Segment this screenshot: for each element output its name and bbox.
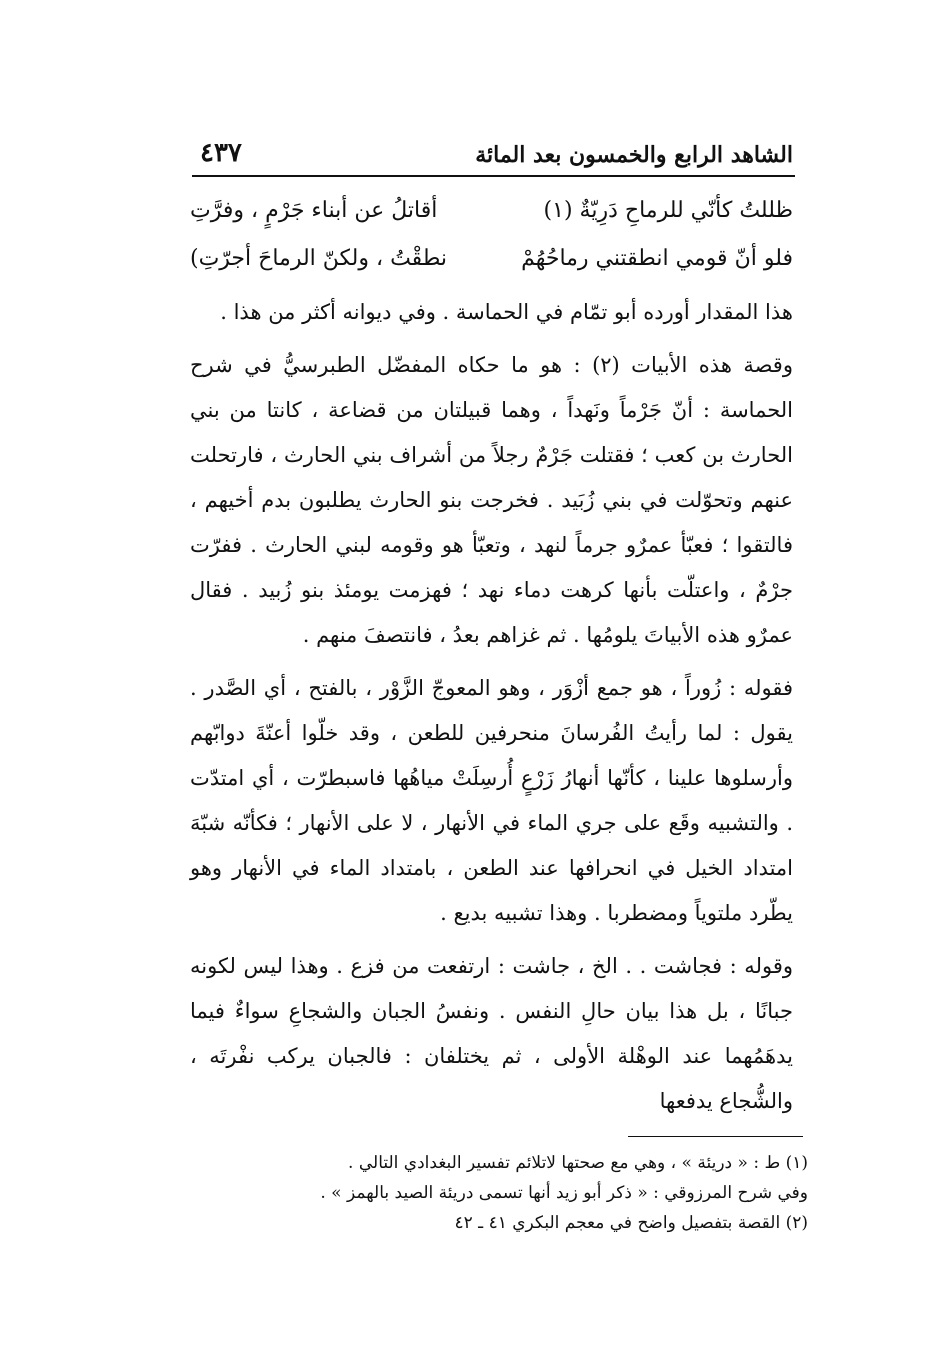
paragraph: هذا المقدار أورده أبو تمّام في الحماسة . وفي ديوانه أكثر من هذا .	[220, 300, 793, 324]
verse-line	[190, 234, 793, 282]
footnote-line: (١) ط : « دريئة » ، وهي مع صحتها لاتلائم تفسير البغدادي التالي .	[348, 1153, 808, 1173]
second-hemistich: نطقْتُ ، ولكنّ الرماحَ أجرّتِ)	[190, 245, 447, 271]
page-header	[200, 128, 793, 168]
footnote-line: (٢) القصة بتفصيل واضح في معجم البكري ٤١ ـ ٤٢	[454, 1213, 808, 1233]
verse-line	[190, 186, 793, 234]
header-divider	[192, 175, 795, 177]
commentary-text	[190, 290, 793, 1132]
first-hemistich: فلو أنّ قومي انطقتني رماحُهُمْ	[521, 245, 793, 271]
paragraph: وقوله : فجاشت . . الخ ، جاشت : ارتفعت من فزع . وهذا ليس لكونه جبانًا ، بل هذا بيان حالِ النفس . ونفسُ الجبان والشجاعِ سواءٌ فيما يدهَمُهما عند الوهْلة الأولى ، ثم يختلفان : فالجبان يركب نفْرتَه ، والشُّجاع يدفعها	[190, 954, 793, 1113]
paragraph: فقوله : زُوراً ، هو جمع أزْوَر ، وهو المعوجّ الزَّوْر ، بالفتح ، أي الصَّدر . يقول : لما رأيتُ الفُرسانَ منحرفين للطعن ، وقد خلّوا أعنّةَ دوابّهم وأرسلوها علينا ، كأنّها أنهارُ زَرْعٍ أُرسِلَتْ مياهُها فاسبطرّت ، أي امتدّت . والتشبيه وقَع على جري الماء في الأنهار ، لا على الأنهار ؛ فكأنّه شبّهَ امتداد الخيل في انحرافها عند الطعن ، بامتداد الماء في الأنهار وهو يطّرد ملتوياً ومضطربا . وهذا تشبيه بديع .	[190, 676, 793, 925]
footnotes	[200, 1148, 808, 1238]
first-hemistich: ظللتُ كأنّي للرماحِ دَرِيّةٌ (١)	[543, 197, 793, 223]
running-title: الشاهد الرابع والخمسون بعد المائة	[475, 142, 793, 168]
footnote-line: وفي شرح المرزوقي : « ذكر أبو زيد أنها تسمى دريئة الصيد بالهمز » .	[320, 1183, 808, 1203]
paragraph: وقصة هذه الأبيات (٢) : هو ما حكاه المفضّل الطبرسيُّ في شرح الحماسة : أنّ جَرْماً ونَهداً ، وهما قبيلتان من قضاعة ، كانتا من بني الحارث بن كعب ؛ فقتلت جَرْمٌ رجلاً من أشراف بني الحارث ، فارتحلت عنهم وتحوّلت في بني زُبَيد . فخرجت بنو الحارث يطلبون بدم أخيهم ، فالتقوا ؛ فعبّأ عمرٌو جرماً لنهد ، وتعبّأ هو وقومه لبني الحارث . ففرّت جرْمٌ ، واعتلّت بأنها كرهت دماء نهد ؛ فهزمت يومئذ بنو زُبيد . فقال عمرٌو هذه الأبياتَ يلومُها . ثم غزاهم بعدُ ، فانتصفَ منهم .	[190, 353, 793, 647]
poem-verses	[190, 186, 793, 282]
page-number: ٤٣٧	[200, 138, 242, 168]
second-hemistich: أقاتلُ عن أبناء جَرْمٍ ، وفرَّتِ	[190, 197, 438, 223]
footnote-divider	[628, 1136, 803, 1137]
